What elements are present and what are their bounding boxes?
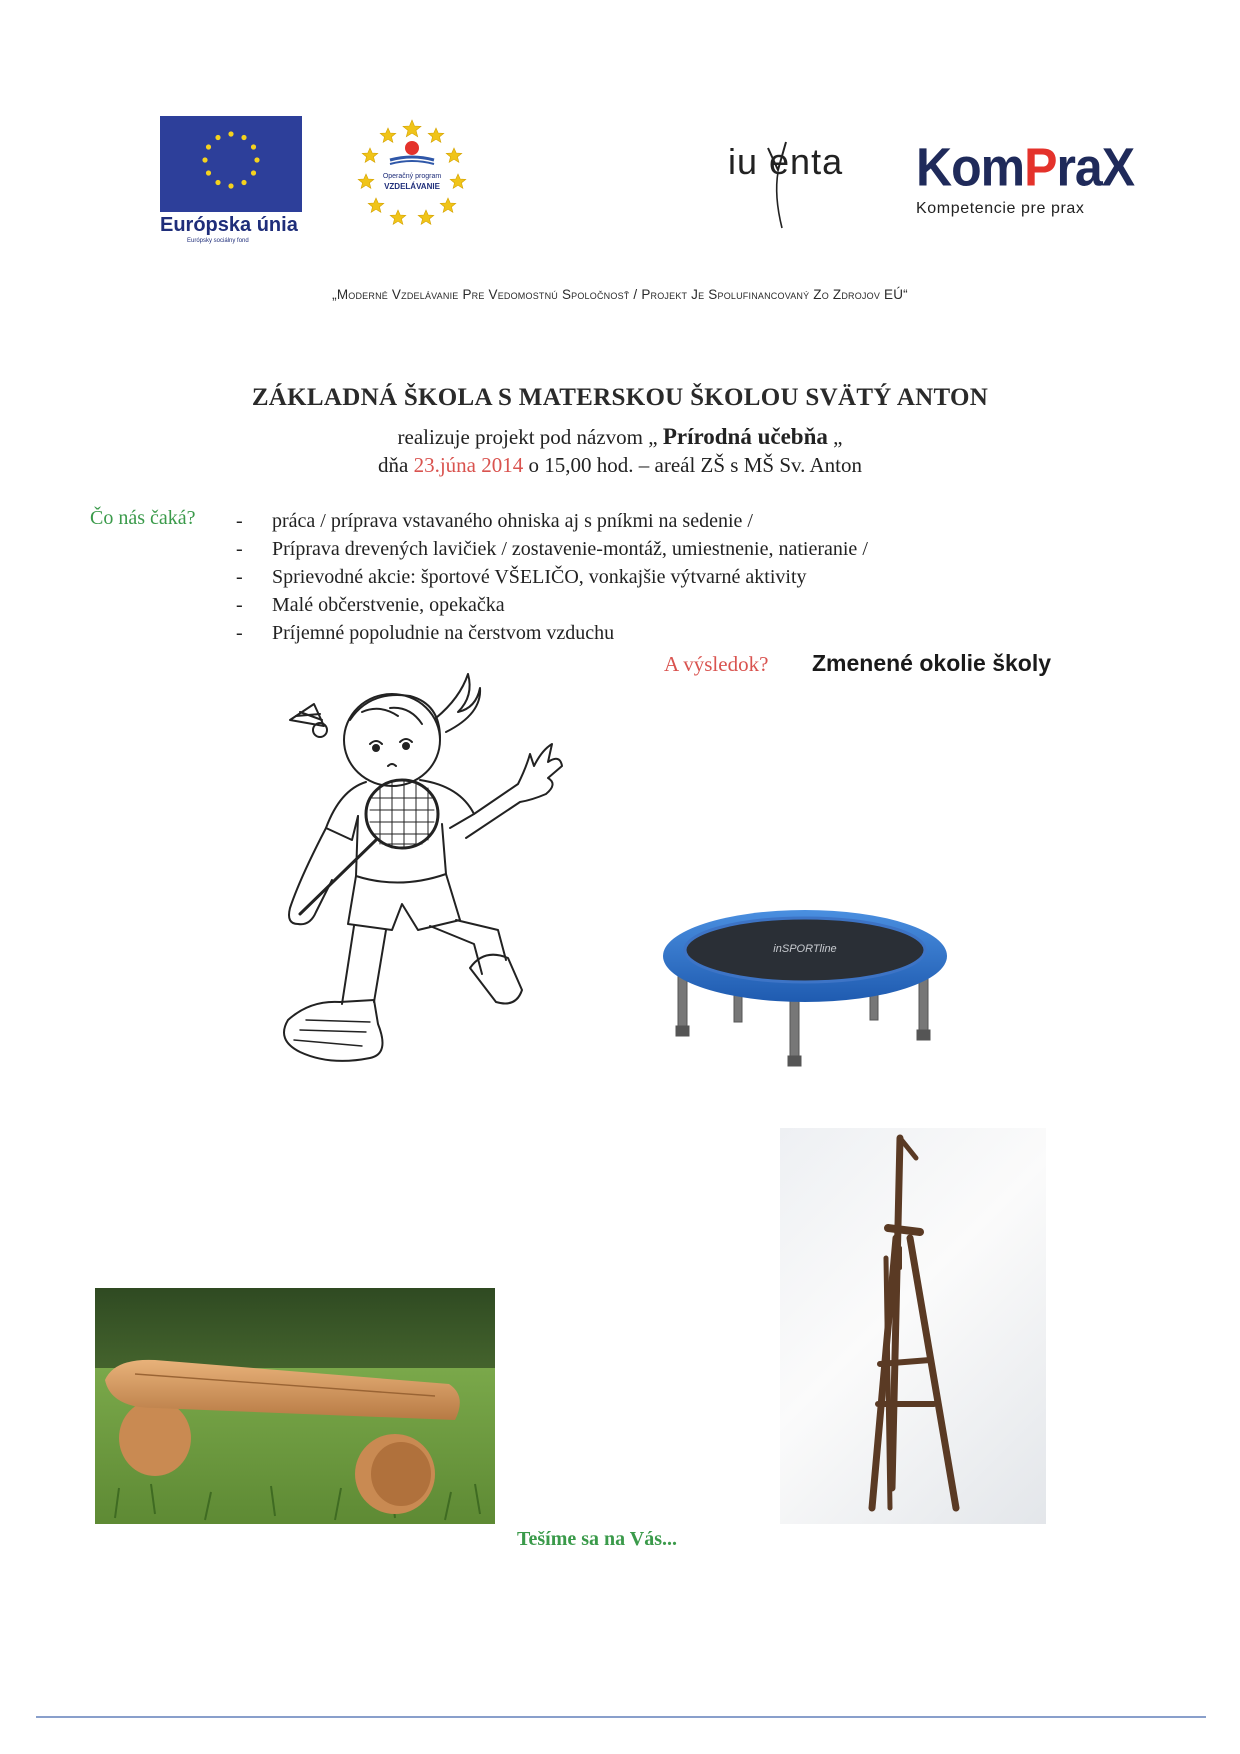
eu-stars — [202, 131, 259, 188]
result-question: A výsledok? — [664, 652, 769, 676]
what-awaits-label: Čo nás čaká? — [90, 507, 196, 529]
result-answer: Zmenené okolie školy — [812, 650, 1052, 676]
easel-photo — [780, 1128, 1046, 1524]
school-name: ZÁKLADNÁ ŠKOLA S MATERSKOU ŠKOLOU SVÄTÝ ANTON — [251, 384, 989, 411]
bottom-divider — [36, 1716, 1206, 1718]
eu-name: Európska únia — [160, 214, 298, 236]
trampoline-brand: inSPORTline — [773, 943, 837, 955]
op-line1: Operačný program — [382, 173, 442, 180]
iuventa-logo — [728, 138, 868, 238]
list-item: - Sprievodné akcie: športové VŠELIČO, vonkajšie výtvarné aktivity — [236, 566, 807, 588]
closing-message: Tešíme sa na Vás... — [517, 1528, 678, 1550]
op-line2: VZDELÁVANIE — [384, 182, 440, 191]
wooden-bench-photo — [95, 1288, 495, 1524]
op-vzdelavanie-logo — [354, 114, 470, 226]
event-date: 23.júna 2014 — [413, 453, 524, 477]
shuttlecock-icon — [290, 704, 327, 737]
komprax-title: KomPraX — [916, 136, 1135, 198]
iuventa-text: iu enta — [728, 141, 844, 182]
list-item: - Príjemné popoludnie na čerstvom vzduchu — [236, 622, 615, 644]
eu-fund-label: Európsky sociálny fond — [187, 238, 249, 244]
op-red-dot — [405, 141, 419, 155]
trampoline-picture — [660, 898, 950, 1076]
komprax-subtitle: Kompetencie pre prax — [916, 200, 1085, 217]
project-intro-line: realizuje projekt pod názvom „ Prírodná učebňa „ — [397, 424, 843, 449]
komprax-logo — [916, 136, 1136, 218]
project-motto: „Moderné Vzdelávanie Pre Vedomostnú Spoločnosť / Projekt Je Spolufinancovaný Zo Zdrojov EÚ“ — [332, 287, 908, 302]
project-name: Prírodná učebňa — [662, 424, 828, 449]
list-item: - práca / príprava vstavaného ohniska aj s pníkmi na sedenie / — [236, 510, 753, 532]
event-date-line: dňa 23.júna 2014 o 15,00 hod. – areál ZŠ s MŠ Sv. Anton — [378, 453, 862, 477]
list-item: - Malé občerstvenie, opekačka — [236, 594, 505, 616]
badminton-girl-drawing — [270, 668, 630, 1076]
activity-list — [236, 507, 868, 647]
list-item: - Príprava drevených lavičiek / zostavenie-montáž, umiestnenie, natieranie / — [236, 538, 868, 560]
easel-drawing — [872, 1138, 956, 1508]
eu-flag-logo — [160, 116, 302, 212]
